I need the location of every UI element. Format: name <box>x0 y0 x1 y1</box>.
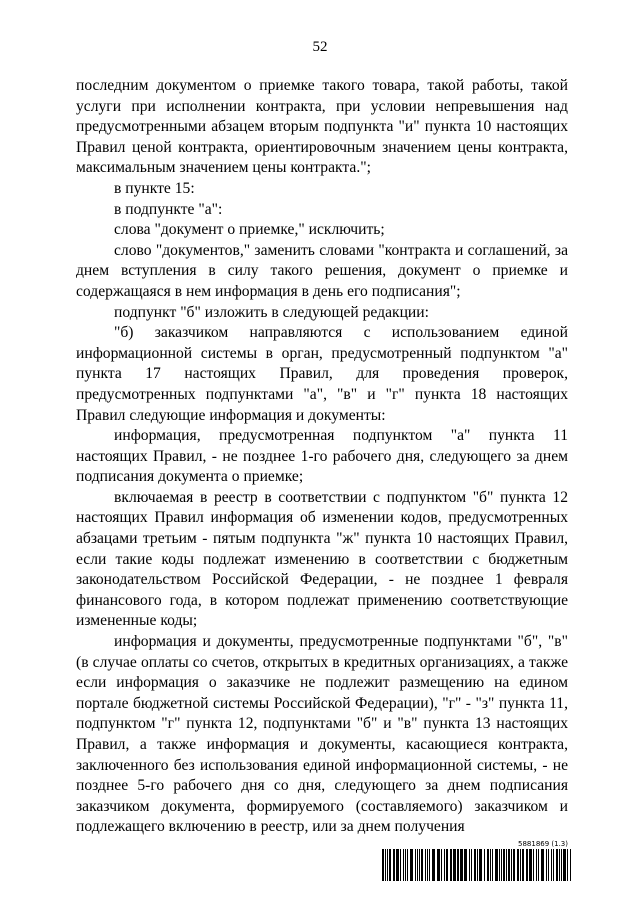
paragraph: подпункт "б" изложить в следующей редакции: <box>114 303 429 321</box>
paragraph: включаемая в реестр в соответствии с подпунктом "б" пункта 12 настоящих Правил информация об изменении кодов, предусмотренных абзацами третьим - пятым подпункта "ж" пункта 10 настоящих Правил, если такие коды подлежат изменению в соответствии с бюджетным законодательством Российской Федерации, - не позднее 1 февраля финансового года, в котором подлежат применению соответствующие измененные коды; <box>76 488 568 630</box>
barcode-bar <box>492 849 493 881</box>
barcode-bar <box>533 849 534 881</box>
barcode-bar <box>453 849 456 881</box>
barcode-bar <box>444 849 445 881</box>
barcode-bar <box>385 849 386 881</box>
barcode-bar <box>393 849 395 881</box>
document-body <box>76 76 568 838</box>
barcode-bar <box>538 849 539 881</box>
paragraph: "б) заказчиком направляются с использованием единой информационной системы в орган, предусмотренный подпунктом "а" пункта 17 настоящих Правил, для проведения проверок, предусмотренных подпунктами "а", "в" и "г" пункта 18 настоящих Правил следующие информация и документы: <box>76 324 568 424</box>
barcode-bar <box>551 849 552 881</box>
barcode-bar <box>499 849 500 881</box>
barcode-bar <box>464 849 467 881</box>
barcode-bar <box>441 849 442 881</box>
barcode-bar <box>541 849 544 881</box>
barcode-bar <box>396 849 399 881</box>
barcode-bar <box>387 849 388 881</box>
barcode-bar <box>513 849 515 881</box>
paragraph: слова "документ о приемке," исключить; <box>114 221 385 239</box>
barcode-bar <box>490 849 491 881</box>
barcode-bar <box>389 849 391 881</box>
barcode-bar <box>421 849 423 881</box>
barcode-bar <box>400 849 401 881</box>
barcode-bar <box>487 849 489 881</box>
document-barcode <box>382 840 574 882</box>
barcode-bar <box>446 849 448 881</box>
paragraph: слово "документов," заменить словами "контракта и соглашений, за днем вступления в силу такого решения, документ о приемке и содержащаяся в нем информация в день его подписания"; <box>76 241 568 300</box>
barcode-bar <box>419 849 420 881</box>
barcode-bar <box>460 849 463 881</box>
barcode-bar <box>450 849 452 881</box>
barcode-bar <box>503 849 505 881</box>
barcode-bar <box>427 849 428 881</box>
barcode-bar <box>469 849 470 881</box>
barcode-bar <box>405 849 406 881</box>
page-number: 52 <box>312 39 328 55</box>
barcode-bar <box>548 849 549 881</box>
paragraph: информация, предусмотренная подпунктом "а" пункта 11 настоящих Правил, - не позднее 1-го рабочего дня, следующего за днем подписания документа о приемке; <box>76 427 568 486</box>
barcode-bar <box>474 849 476 881</box>
barcode-bar <box>517 849 519 881</box>
barcode-bar <box>522 849 524 881</box>
barcode-bar <box>536 849 537 881</box>
barcode-bar <box>415 849 416 881</box>
barcode-icon <box>382 849 574 881</box>
barcode-bar <box>556 849 558 881</box>
barcode-bar <box>407 849 408 881</box>
paragraph-continuation: последним документом о приемке такого товара, такой работы, такой услуги при исполнении контракта, при условии непревышения над предусмотренными абзацем вторым подпункта "и" пункта 10 настоящих Правил ценой контракта, ориентировочным значением цены контракта, максимальным значением цены контракта."; <box>76 77 568 177</box>
paragraph: информация и документы, предусмотренные подпунктами "б", "в" (в случае оплаты со счетов, открытых в кредитных организациях, а также если информация о заказчике не подлежит размещению на едином портале бюджетной системы Российской Федерации), "г" - "з" пункта 11, подпунктом "г" пункта 12, подпунктами "б" и "в" пункта 13 настоящих Правил, а также информация и документы, касающиеся контракта, заключенного без использования единой информационной системы, - не позднее 5-го рабочего дня со дня, следующего за днем подписания заказчиком документа, формируемого (составляемого) заказчиком и подлежащего включению в реестр, или за днем получения <box>76 633 568 836</box>
barcode-bar <box>501 849 502 881</box>
barcode-bar <box>429 849 430 881</box>
barcode-bar <box>410 849 413 881</box>
barcode-bar <box>457 849 459 881</box>
paragraph: в пункте 15: <box>114 179 195 197</box>
barcode-bar <box>570 849 571 881</box>
barcode-bar <box>529 849 532 881</box>
barcode-bar <box>520 849 521 881</box>
barcode-bar <box>546 849 547 881</box>
barcode-code: 5881869 (1.3) <box>518 840 568 848</box>
barcode-bar <box>477 849 478 881</box>
barcode-bar <box>382 849 384 881</box>
barcode-bar <box>471 849 472 881</box>
barcode-bar <box>403 849 404 881</box>
barcode-bar <box>437 849 440 881</box>
paragraph: в подпункте "а": <box>114 200 223 218</box>
barcode-bar <box>559 849 560 881</box>
barcode-bar <box>561 849 562 881</box>
barcode-bar <box>563 849 566 881</box>
barcode-bar <box>567 849 568 881</box>
barcode-bar <box>484 849 485 881</box>
barcode-bar <box>506 849 507 881</box>
barcode-bar <box>432 849 435 881</box>
barcode-bar <box>508 849 510 881</box>
barcode-bar <box>553 849 554 881</box>
barcode-bar <box>417 849 418 881</box>
barcode-bar <box>425 849 426 881</box>
barcode-bar <box>511 849 512 881</box>
barcode-bar <box>479 849 482 881</box>
barcode-bar <box>495 849 498 881</box>
barcode-bar <box>526 849 528 881</box>
